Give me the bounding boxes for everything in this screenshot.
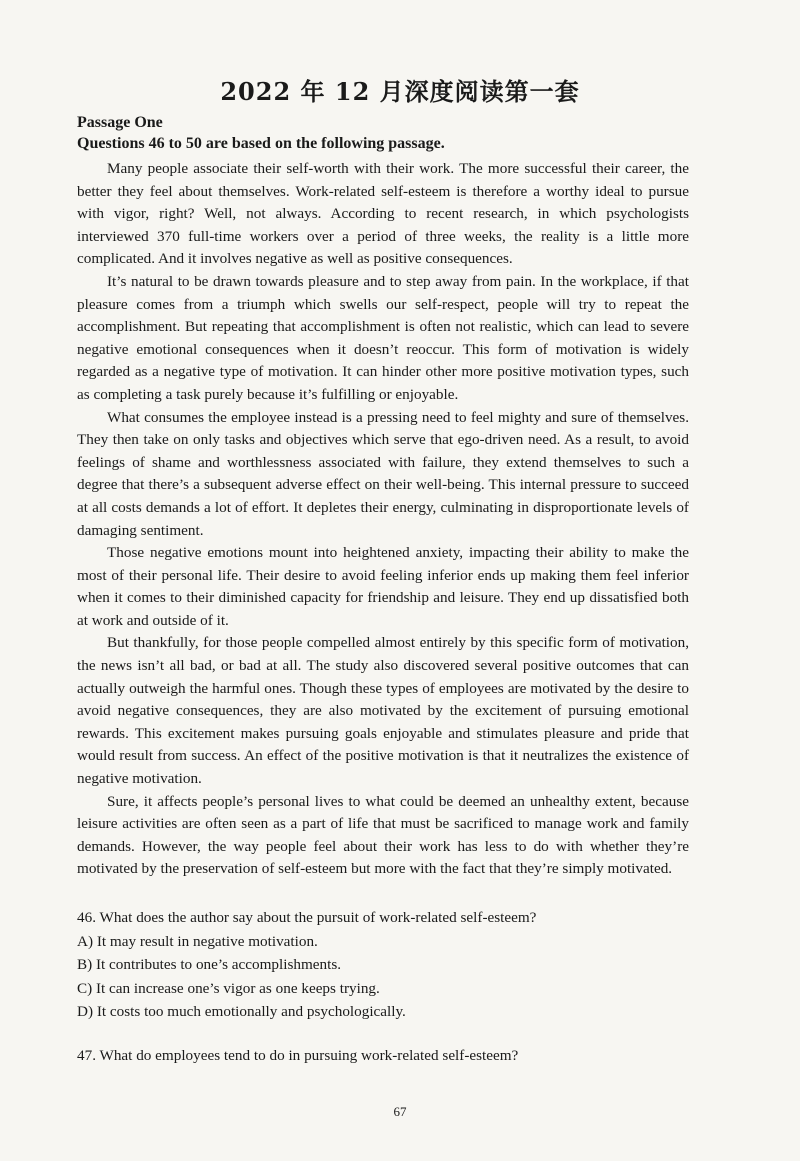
answer-option-b: B) It contributes to one’s accomplishments. xyxy=(77,956,342,973)
answer-option-c: C) It can increase one’s vigor as one keeps trying. xyxy=(77,979,380,997)
question-46 xyxy=(77,906,697,1024)
passage-label: Passage One xyxy=(77,114,163,131)
paragraph: It’s natural to be drawn towards pleasure and to step away from pain. In the workplace, if that pleasure comes from a triumph which swells our self-respect, people will try to repeat the accomplishment. But repeating that accomplishment is often not realistic, which can lead to severe negative emotional consequences when it doesn’t reoccur. This form of motivation is widely regarded as a negative type of motivation. It can hinder other more positive motivation types, such as completing a task purely because it’s fulfilling or enjoyable. xyxy=(77,272,689,403)
answer-option-d: D) It costs too much emotionally and psychologically. xyxy=(77,1003,406,1020)
paragraph: Many people associate their self-worth with their work. The more successful their career, the better they feel about themselves. Work-related self-esteem is therefore a worthy ideal to pursue with vigor, right? Well, not always. According to recent research, in which psychologists interviewed 370 full-time workers over a period of three weeks, the reality is a little more complicated. And it involves negative as well as positive consequences. xyxy=(77,160,689,268)
paragraph: But thankfully, for those people compelled almost entirely by this specific form of motivation, the news isn’t all bad, or bad at all. The study also discovered several positive outcomes that can actually outweigh the harmful ones. Though these types of employees are motivated by the desire to avoid negative consequences, they are also motivated by the excitement of pursuing emotional rewards. This excitement makes pursuing goals enjoyable and stimulates pleasure and pride that would result from success. An effect of the positive motivation is that it neutralizes the existence of negative motivation. xyxy=(77,634,689,788)
page-title: 2022 年 12 月深度阅读第一套 xyxy=(220,77,580,106)
question-stem: 46. What does the author say about the pursuit of work-related self-esteem? xyxy=(77,909,537,926)
question-47-stem: 47. What do employees tend to do in pursuing work-related self-esteem? xyxy=(77,1047,519,1064)
page-number: 67 xyxy=(393,1104,407,1119)
paragraph: Those negative emotions mount into heightened anxiety, impacting their ability to make the most of their personal life. Their desire to avoid feeling inferior ends up making them feel inferior when it comes to their diminished capacity for friendship and leisure. They end up dissatisfied both at work and outside of it. xyxy=(77,544,689,629)
paragraph: What consumes the employee instead is a pressing need to feel mighty and sure of themselves. They then take on only tasks and objectives which serve that ego-driven need. As a result, to avoid feelings of shame and worthlessness associated with failure, they extend themselves to such a degree that there’s a subsequent adverse effect on their well-being. This internal pressure to succeed at all costs demands a lot of effort. It depletes their energy, culminating in disproportionate levels of damaging sentiment. xyxy=(77,408,689,539)
passage-body xyxy=(77,158,689,881)
paragraph: Sure, it affects people’s personal lives to what could be deemed an unhealthy extent, because leisure activities are often seen as a part of life that must be sacrificed to manage work and family demands. However, the way people feel about their work has less to do with whether they’re motivated by the preservation of self-esteem but more with the fact that they’re simply motivated. xyxy=(77,792,689,878)
answer-option-a: A) It may result in negative motivation. xyxy=(77,932,318,950)
passage-instructions: Questions 46 to 50 are based on the following passage. xyxy=(77,135,445,152)
